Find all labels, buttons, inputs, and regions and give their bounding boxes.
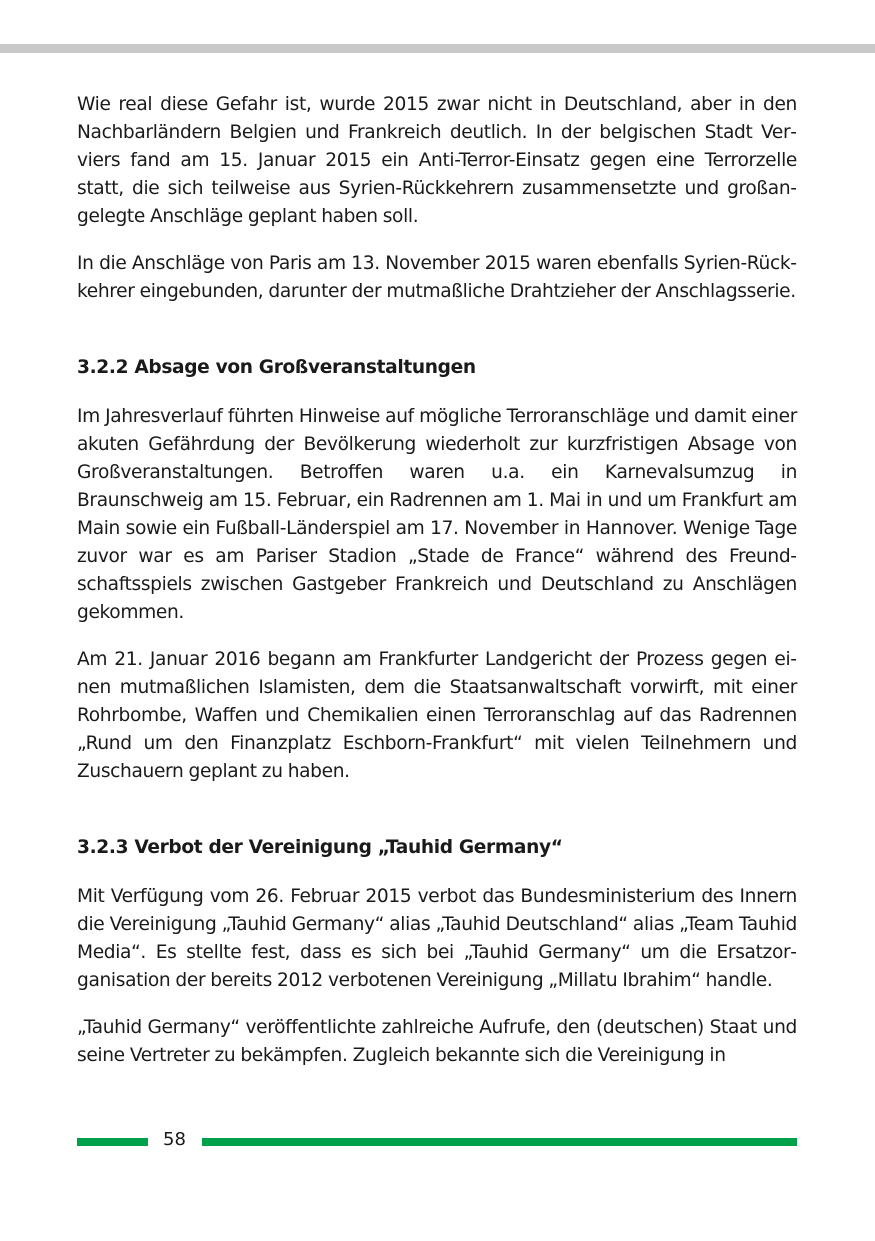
page-footer bbox=[77, 1128, 797, 1152]
page-number: 58 bbox=[163, 1129, 186, 1150]
paragraph: Am 21. Januar 2016 begann am Frankfurter Landgericht der Prozess gegen einen mutmaßlichen Islamisten, dem die Staatsanwaltschaft vorwirft, mit einer Rohrbombe, Waffen und Chemikalien einen Terroranschlag auf das Radrennen „Rund um den Finanzplatz Eschborn-Frankfurt“ mit vielen Teilnehmern und Zuschauern geplant zu haben. bbox=[77, 649, 797, 782]
paragraph: „Tauhid Germany“ veröffentlichte zahlreiche Aufrufe, den (deutschen) Staat und seine Vertreter zu bekämpfen. Zugleich bekannte sich die Vereinigung in bbox=[77, 1017, 797, 1066]
top-rule bbox=[0, 44, 875, 53]
footer-rule-left bbox=[77, 1138, 148, 1146]
section-heading: 3.2.2 Absage von Großveranstaltungen bbox=[77, 357, 476, 378]
paragraph: In die Anschläge von Paris am 13. November 2015 waren ebenfalls Syrien-Rückkehrer eingebunden, darunter der mutmaßliche Drahtzieher der Anschlagsserie. bbox=[77, 253, 797, 302]
section-heading: 3.2.3 Verbot der Vereinigung „Tauhid Germany“ bbox=[77, 837, 563, 858]
paragraph: Im Jahresverlauf führten Hinweise auf mögliche Terroranschläge und damit einer akuten Gefährdung der Bevölkerung wiederholt zur kurzfristigen Absage von Großveranstaltungen. Betroffen waren u.a. ein Karnevalsumzug in Braunschweig am 15. Februar, ein Radrennen am 1. Mai in und um Frankfurt am Main sowie ein Fußball-Länderspiel am 17. November in Hannover. Wenige Tage zuvor war es am Pariser Stadion „Stade de France“ während des Freundschaftsspiels zwischen Gastgeber Frankreich und Deutschland zu Anschlägen gekommen. bbox=[77, 406, 797, 623]
paragraph: Mit Verfügung vom 26. Februar 2015 verbot das Bundesministerium des Innern die Vereinigung „Tauhid Germany“ alias „Tauhid Deutschland“ alias „Team Tauhid Media“. Es stellte fest, dass es sich bei „Tauhid Germany“ um die Ersatzorganisation der bereits 2012 verbotenen Vereinigung „Millatu Ibrahim“ handle. bbox=[77, 886, 797, 991]
page-body bbox=[77, 91, 797, 1070]
footer-rule-right bbox=[202, 1138, 797, 1146]
paragraph: Wie real diese Gefahr ist, wurde 2015 zwar nicht in Deutschland, aber in den Nachbarländern Belgien und Frankreich deutlich. In der belgischen Stadt Verviers fand am 15. Januar 2015 ein Anti-Terror-Einsatz gegen eine Terrorzelle statt, die sich teilweise aus Syrien-Rückkehrern zusammensetzte und großangelegte Anschläge geplant haben soll. bbox=[77, 94, 797, 227]
